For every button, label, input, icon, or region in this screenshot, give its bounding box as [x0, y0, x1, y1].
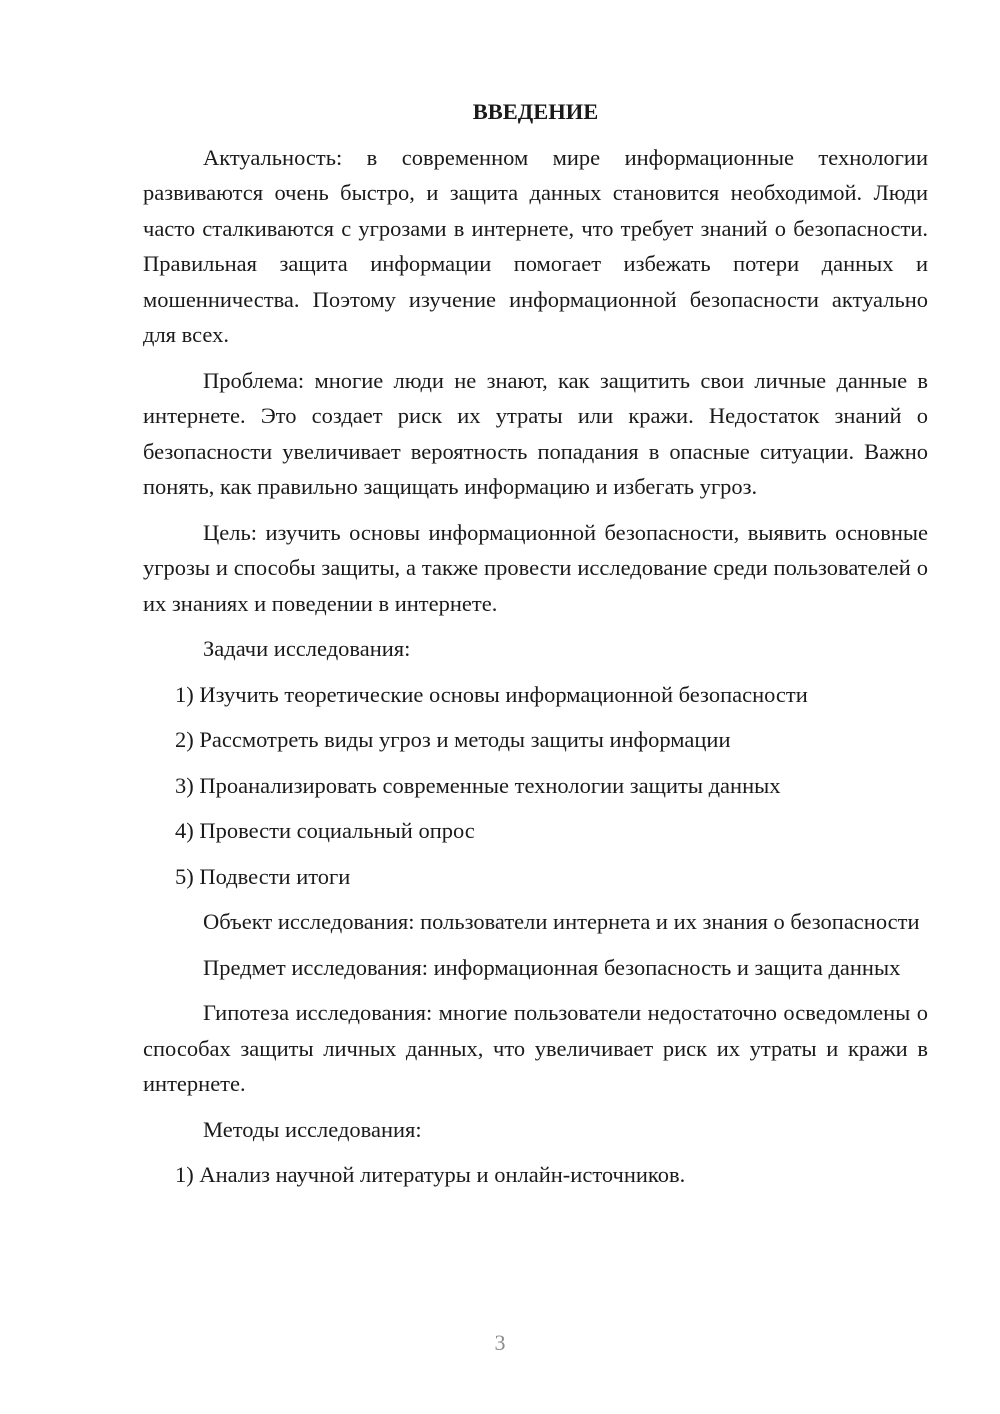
problem-paragraph: Проблема: многие люди не знают, как защитить свои личные данные в интернете. Это создает риск их утраты или кражи. Недостаток знаний о безопасности увеличивает вероятность попадания в опасные ситуации. Важно понять, как правильно защищать информацию и избегать угроз.	[143, 367, 928, 499]
tasks-heading: Задачи исследования:	[203, 636, 411, 661]
page-content	[143, 94, 928, 1203]
task-item: 1) Изучить теоретические основы информационной безопасности	[175, 681, 808, 707]
method-item: 1) Анализ научной литературы и онлайн-источников.	[175, 1162, 686, 1187]
task-item: 2) Рассмотреть виды угроз и методы защиты информации	[175, 727, 731, 752]
page-number: 3	[494, 1330, 506, 1355]
object-paragraph: Объект исследования: пользователи интернета и их знания о безопасности	[203, 909, 920, 934]
methods-heading: Методы исследования:	[203, 1116, 422, 1142]
task-item: 4) Провести социальный опрос	[175, 818, 475, 843]
methods-list	[143, 1157, 928, 1193]
task-item: 5) Подвести итоги	[175, 863, 351, 889]
hypothesis-paragraph: Гипотеза исследования: многие пользователи недостаточно осведомлены о способах защиты личных данных, что увеличивает риск их утраты и кражи в интернете.	[143, 1000, 928, 1096]
task-item: 3) Проанализировать современные технологии защиты данных	[175, 772, 781, 798]
goal-paragraph: Цель: изучить основы информационной безопасности, выявить основные угрозы и способы защиты, а также провести исследование среди пользователей о их знаниях и поведении в интернете.	[143, 519, 928, 616]
subject-paragraph: Предмет исследования: информационная безопасность и защита данных	[203, 954, 901, 980]
section-title: ВВЕДЕНИЕ	[472, 99, 599, 124]
tasks-list	[143, 677, 928, 895]
relevance-paragraph: Актуальность: в современном мире информационные технологии развиваются очень быстро, и защита данных становится необходимой. Люди часто сталкиваются с угрозами в интернете, что требует знаний о безопасности. Правильная защита информации помогает избежать потери данных и мошенничества. Поэтому изучение информационной безопасности актуально для всех.	[143, 144, 928, 347]
